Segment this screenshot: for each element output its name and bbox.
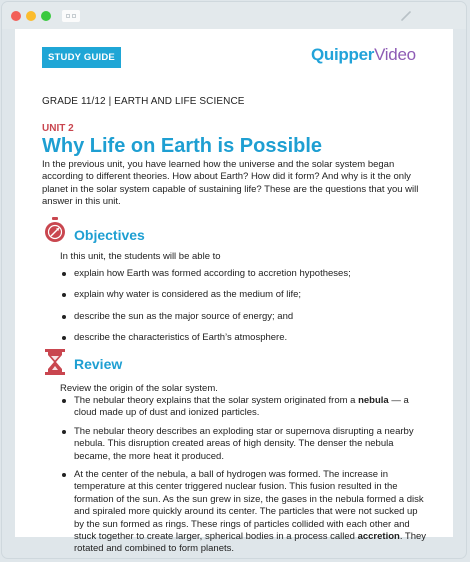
hourglass-icon (44, 349, 66, 375)
minimize-window-button[interactable] (26, 11, 36, 21)
brand-name-part1: Quipper (311, 45, 375, 64)
objectives-list (59, 268, 429, 354)
objectives-lead: In this unit, the students will be able to (60, 251, 221, 262)
term-nebula: nebula (358, 395, 389, 406)
page-title: Why Life on Earth is Possible (42, 135, 323, 157)
browser-window (1, 1, 467, 559)
review-lead: Review the origin of the solar system. (60, 383, 218, 394)
quipper-video-logo (311, 45, 416, 65)
list-item: explain how Earth was formed according to accretion hypotheses; (59, 268, 429, 280)
target-icon (44, 217, 66, 243)
list-item: explain why water is considered as the medium of life; (59, 289, 429, 301)
grid-view-icon[interactable] (62, 10, 80, 22)
unit-label: UNIT 2 (42, 123, 74, 134)
close-window-button[interactable] (11, 11, 21, 21)
document-page (15, 29, 453, 555)
intro-paragraph: In the previous unit, you have learned how the universe and the solar system began according to different theories. How about Earth? How did it form? And why is it the only planet in the solar system capable of sustaining life? These are the questions that you will answer in this unit. (42, 159, 419, 208)
pencil-icon[interactable] (400, 10, 412, 22)
term-accretion: accretion (357, 531, 400, 543)
brand-name-part2: Video (374, 45, 416, 64)
list-item: The nebular theory describes an exploding star or supernova disrupting a nearby nebula. This disruption created areas of high density. The denser the nebula became, the more heat it produced. (59, 426, 429, 463)
grade-subject-line: GRADE 11/12 | EARTH AND LIFE SCIENCE (42, 96, 245, 107)
list-item: describe the sun as the major source of energy; and (59, 311, 429, 323)
list-item: describe the characteristics of Earth’s atmosphere. (59, 332, 429, 344)
list-item: At the center of the nebula, a ball of hydrogen was formed. The increase in temperature at this center triggered nuclear fusion. This fusion resulted in the formation of the sun. As the sun grew in size, the gases in the nebula formed a disk and spiraled more quickly around its center. The particles that were not sucked up by the sun formed as rings. These rings of particles collided with each other and stuck together to create larger, spherical bodies in a process called accretion. They rotated and combined to form planets. (59, 469, 429, 556)
review-list (59, 395, 429, 559)
review-heading: Review (74, 356, 123, 372)
objectives-heading: Objectives (74, 227, 145, 243)
maximize-window-button[interactable] (41, 11, 51, 21)
window-titlebar (2, 2, 466, 29)
list-item: The nebular theory explains that the solar system originated from a nebula — a cloud made up of dust and ionized particles. (59, 395, 429, 420)
study-guide-badge: STUDY GUIDE (42, 47, 121, 68)
